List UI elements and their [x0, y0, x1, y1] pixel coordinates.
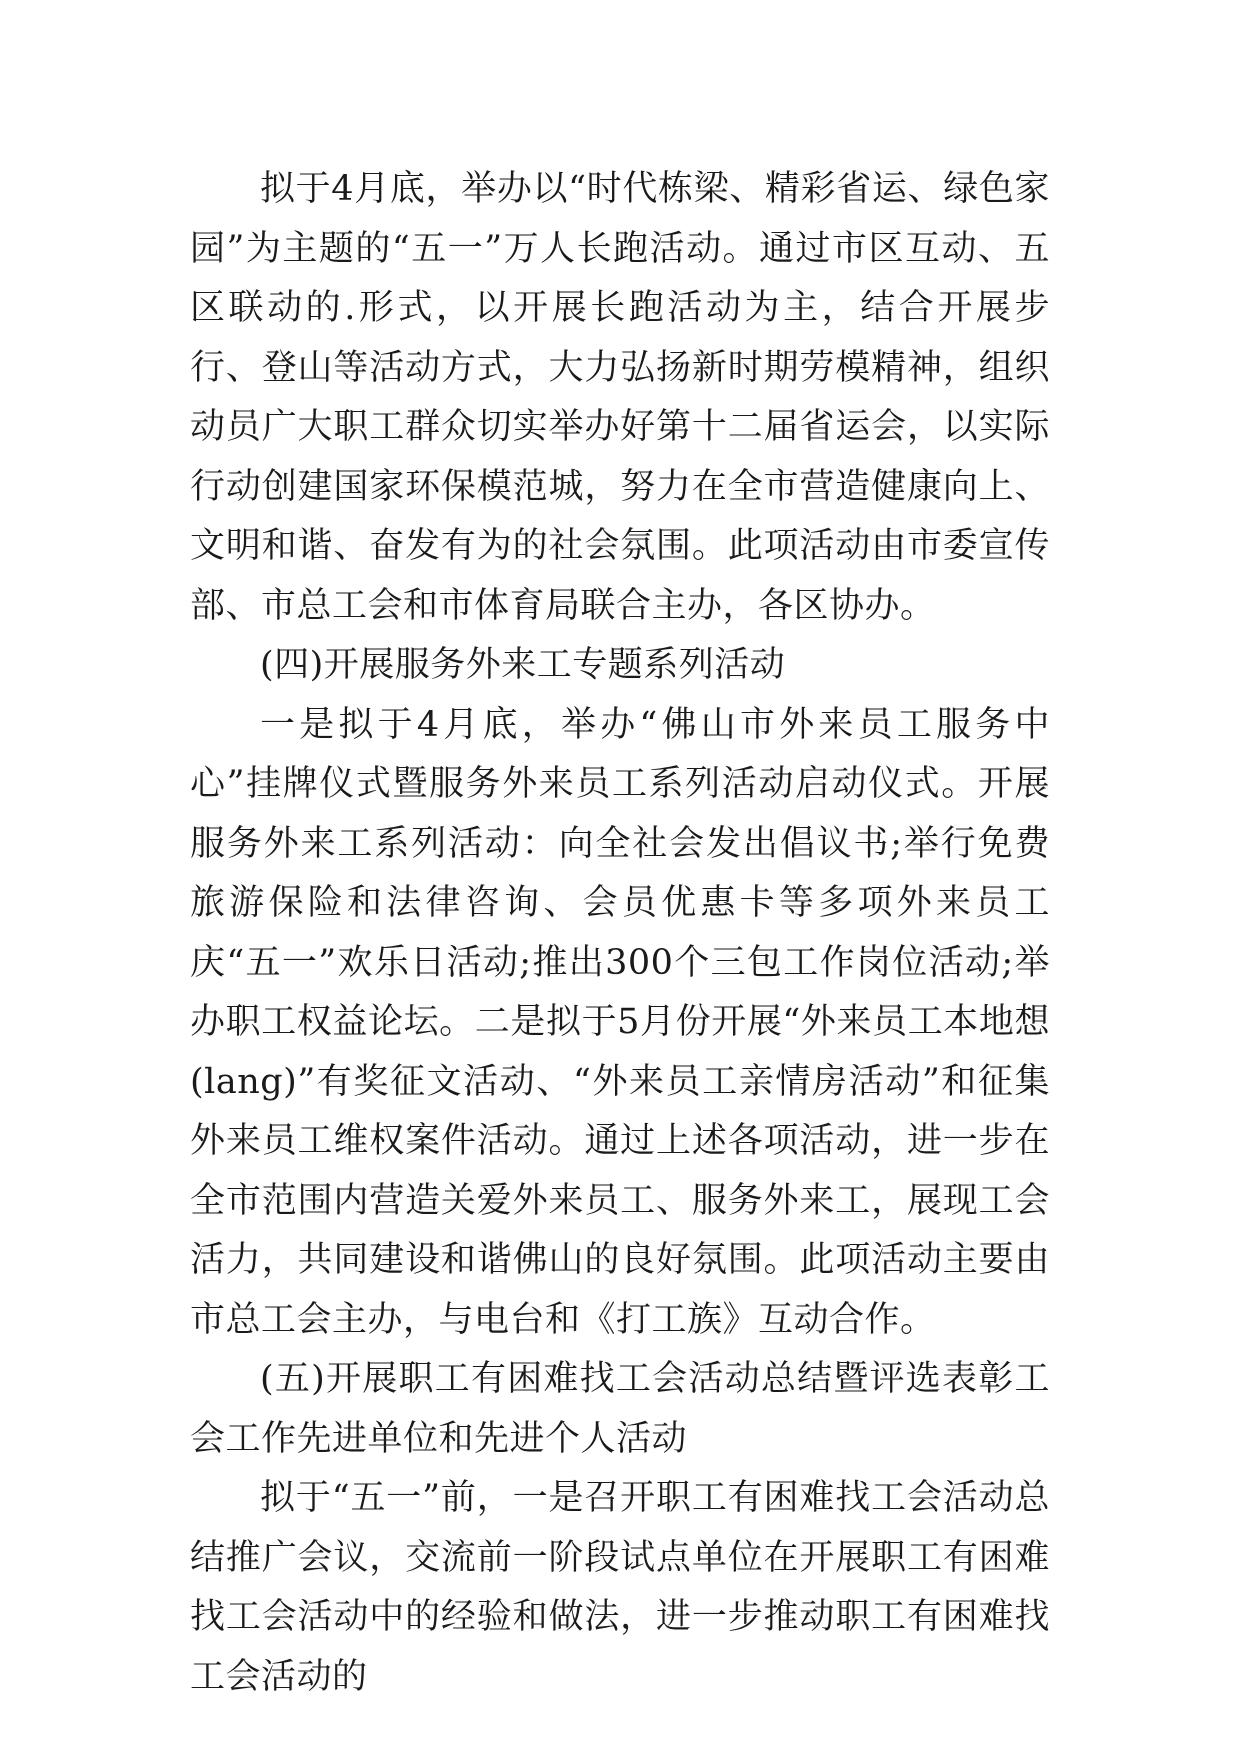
document-body — [190, 160, 1050, 1707]
paragraph-long-run-activity: 拟于4月底，举办以“时代栋梁、精彩省运、绿色家园”为主题的“五一”万人长跑活动。通过市区互动、五区联动的.形式，以开展长跑活动为主，结合开展步行、登山等活动方式，大力弘扬新时期劳模精神，组织动员广大职工群众切实举办好第十二届省运会，以实际行动创建国家环保模范城，努力在全市营造健康向上、文明和谐、奋发有为的社会氛围。此项活动由市委宣传部、市总工会和市体育局联合主办，各区协办。 — [190, 169, 1050, 626]
paragraph-summary-meeting: 拟于“五一”前，一是召开职工有困难找工会活动总结推广会议，交流前一阶段试点单位在开展职工有困难找工会活动中的经验和做法，进一步推动职工有困难找工会活动的 — [190, 1478, 1050, 1697]
paragraph-migrant-worker-activities: 一是拟于4月底，举办“佛山市外来员工服务中心”挂牌仪式暨服务外来员工系列活动启动仪式。开展服务外来工系列活动：向全社会发出倡议书;举行免费旅游保险和法律咨询、会员优惠卡等多项外来员工庆“五一”欢乐日活动;推出300个三包工作岗位活动;举办职工权益论坛。二是拟于5月份开展“外来员工本地想(lang)”有奖征文活动、“外来员工亲情房活动”和征集外来员工维权案件活动。通过上述各项活动，进一步在全市范围内营造关爱外来员工、服务外来工，展现工会活力，共同建设和谐佛山的良好氛围。此项活动主要由市总工会主办，与电台和《打工族》互动合作。 — [190, 704, 1050, 1340]
heading-section-five: (五)开展职工有困难找工会活动总结暨评选表彰工会工作先进单位和先进个人活动 — [190, 1359, 1050, 1459]
heading-section-four: (四)开展服务外来工专题系列活动 — [260, 645, 786, 685]
